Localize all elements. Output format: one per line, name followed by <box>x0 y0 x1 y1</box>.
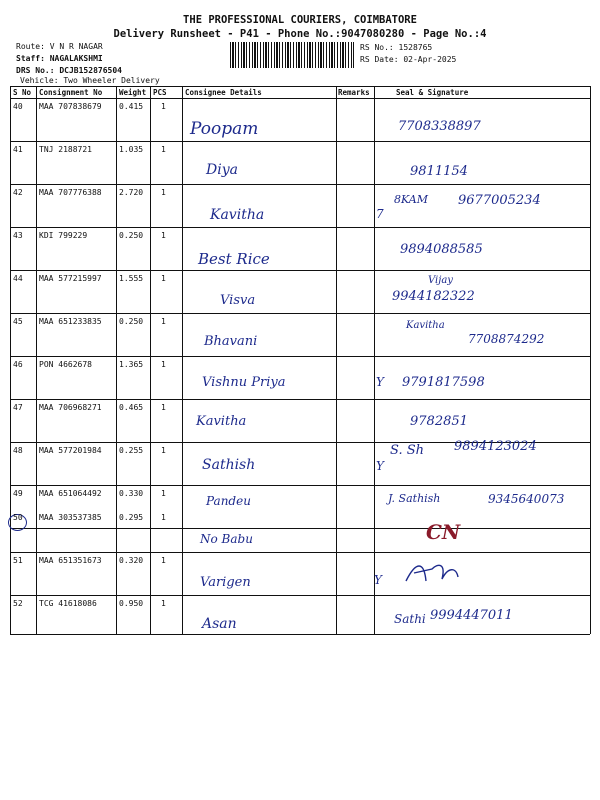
row-weight: 0.250 <box>119 231 144 240</box>
row-weight: 0.415 <box>119 102 144 111</box>
row-pcs: 1 <box>161 188 166 197</box>
row-weight: 0.255 <box>119 446 144 455</box>
row-consignee: Diya <box>206 162 238 178</box>
table-row <box>10 510 590 553</box>
row-consignment: MAA 707776388 <box>39 188 102 197</box>
row-pcs: 1 <box>161 556 166 565</box>
row-consignment: MAA 577201984 <box>39 446 102 455</box>
signature-prefix: Sathi <box>394 612 426 626</box>
row-pcs: 1 <box>161 317 166 326</box>
row-pcs: 1 <box>161 102 166 111</box>
row-signature: 9782851 <box>410 414 468 429</box>
row-consignment: KDI 799229 <box>39 231 88 240</box>
col-consignment: Consignment No <box>39 88 103 97</box>
row-consignee: Visva <box>220 293 256 308</box>
col-seal: Seal & Signature <box>396 88 469 97</box>
remark-tick: Y <box>374 573 382 587</box>
col-sno: S No <box>13 88 32 97</box>
row-consignee: Kavitha <box>210 207 265 223</box>
col-remarks: Remarks <box>338 88 370 97</box>
row-signature: 9677005234 <box>458 193 541 208</box>
row-sno: 46 <box>13 360 23 369</box>
row-consignee: Asan <box>202 616 237 632</box>
row-consignment: MAA 577215997 <box>39 274 102 283</box>
signature-prefix: Kavitha <box>406 320 445 331</box>
row-consignee: Bhavani <box>204 334 258 349</box>
row-consignment: TCG 41618086 <box>39 599 97 608</box>
row-pcs: 1 <box>161 274 166 283</box>
company-name: THE PROFESSIONAL COURIERS, COIMBATORE <box>183 14 417 26</box>
row-sno: 41 <box>13 145 23 154</box>
row-signature: 7708338897 <box>398 119 481 134</box>
row-pcs: 1 <box>161 145 166 154</box>
row-sno: 44 <box>13 274 23 283</box>
row-signature: 9811154 <box>410 164 468 179</box>
table-row <box>10 99 590 142</box>
signature-prefix: 8KAM <box>394 193 428 206</box>
row-sno: 43 <box>13 231 23 240</box>
row-consignee: Varigen <box>200 575 251 590</box>
signature-scribble <box>402 559 462 587</box>
table-row <box>10 185 590 228</box>
row-weight: 1.555 <box>119 274 144 283</box>
barcode <box>230 42 354 68</box>
vehicle-label: Vehicle: Two Wheeler Delivery <box>20 76 160 85</box>
table-row <box>10 271 590 314</box>
row-sno: 47 <box>13 403 23 412</box>
row-sno: 50 <box>13 513 23 522</box>
row-signature: CN <box>426 520 461 544</box>
row-consignment: MAA 651351673 <box>39 556 102 565</box>
row-pcs: 1 <box>161 599 166 608</box>
row-consignee: Vishnu Priya <box>202 375 286 390</box>
staff-label: Staff: NAGALAKSHMI <box>16 54 103 63</box>
row-sno: 40 <box>13 102 23 111</box>
row-consignment: TNJ 2188721 <box>39 145 92 154</box>
row-signature: 9791817598 <box>402 375 485 390</box>
row-consignee: Kavitha <box>196 414 247 429</box>
rs-number: RS No.: 1528765 <box>360 43 433 52</box>
row-weight: 1.035 <box>119 145 144 154</box>
table-row <box>10 142 590 185</box>
rs-date: RS Date: 02-Apr-2025 <box>360 55 457 64</box>
drs-label: DRS No.: DCJB152876504 <box>16 66 122 75</box>
row-consignment: PON 4662678 <box>39 360 92 369</box>
row-signature: 9894123024 <box>454 439 537 454</box>
row-pcs: 1 <box>161 360 166 369</box>
row-signature: 9894088585 <box>400 242 483 257</box>
row-weight: 0.320 <box>119 556 144 565</box>
table-row <box>10 553 590 596</box>
row-pcs: 1 <box>161 446 166 455</box>
row-sno: 52 <box>13 599 23 608</box>
row-consignment: MAA 651064492 <box>39 489 102 498</box>
remark-tick: Y <box>376 375 384 389</box>
row-pcs: 1 <box>161 403 166 412</box>
route-label: Route: V N R NAGAR <box>16 42 103 51</box>
row-consignee: No Babu <box>200 532 253 546</box>
row-weight: 0.295 <box>119 513 144 522</box>
row-consignee: Pandeu <box>206 494 251 508</box>
remark-tick: 7 <box>376 207 384 221</box>
row-consignee: Sathish <box>202 457 256 473</box>
row-weight: 2.720 <box>119 188 144 197</box>
row-sno: 42 <box>13 188 23 197</box>
row-signature: 9345640073 <box>488 492 565 506</box>
row-weight: 0.250 <box>119 317 144 326</box>
row-consignment: MAA 706968271 <box>39 403 102 412</box>
remark-tick: Y <box>376 459 384 473</box>
row-weight: 0.950 <box>119 599 144 608</box>
table-row <box>10 314 590 357</box>
row-sno: 49 <box>13 489 23 498</box>
signature-prefix: J. Sathish <box>388 492 441 505</box>
row-pcs: 1 <box>161 231 166 240</box>
row-signature: 9944182322 <box>392 289 475 304</box>
row-consignment: MAA 651233835 <box>39 317 102 326</box>
row-pcs: 1 <box>161 489 166 498</box>
row-sno: 51 <box>13 556 23 565</box>
runsheet-title: Delivery Runsheet - P41 - Phone No.:9047080280 - Page No.:4 <box>113 28 487 40</box>
row-weight: 0.330 <box>119 489 144 498</box>
row-weight: 1.365 <box>119 360 144 369</box>
row-signature: 9994447011 <box>430 608 513 623</box>
signature-prefix: S. Sh <box>390 443 424 458</box>
table-row <box>10 228 590 271</box>
row-signature: 7708874292 <box>468 332 545 346</box>
runsheet-table <box>10 86 590 87</box>
col-pcs: PCS <box>153 88 167 97</box>
row-consignee: Poopam <box>190 119 259 139</box>
table-row <box>10 596 590 633</box>
col-consignee: Consignee Details <box>185 88 262 97</box>
row-consignment: MAA 707838679 <box>39 102 102 111</box>
row-pcs: 1 <box>161 513 166 522</box>
col-weight: Weight <box>119 88 147 97</box>
table-row <box>10 357 590 400</box>
row-weight: 0.465 <box>119 403 144 412</box>
table-row <box>10 439 590 486</box>
row-consignment: MAA 303537385 <box>39 513 102 522</box>
row-sno: 48 <box>13 446 23 455</box>
table-row <box>10 400 590 443</box>
row-consignee: Best Rice <box>198 250 270 268</box>
row-sno: 45 <box>13 317 23 326</box>
signature-prefix: Vijay <box>428 275 453 286</box>
